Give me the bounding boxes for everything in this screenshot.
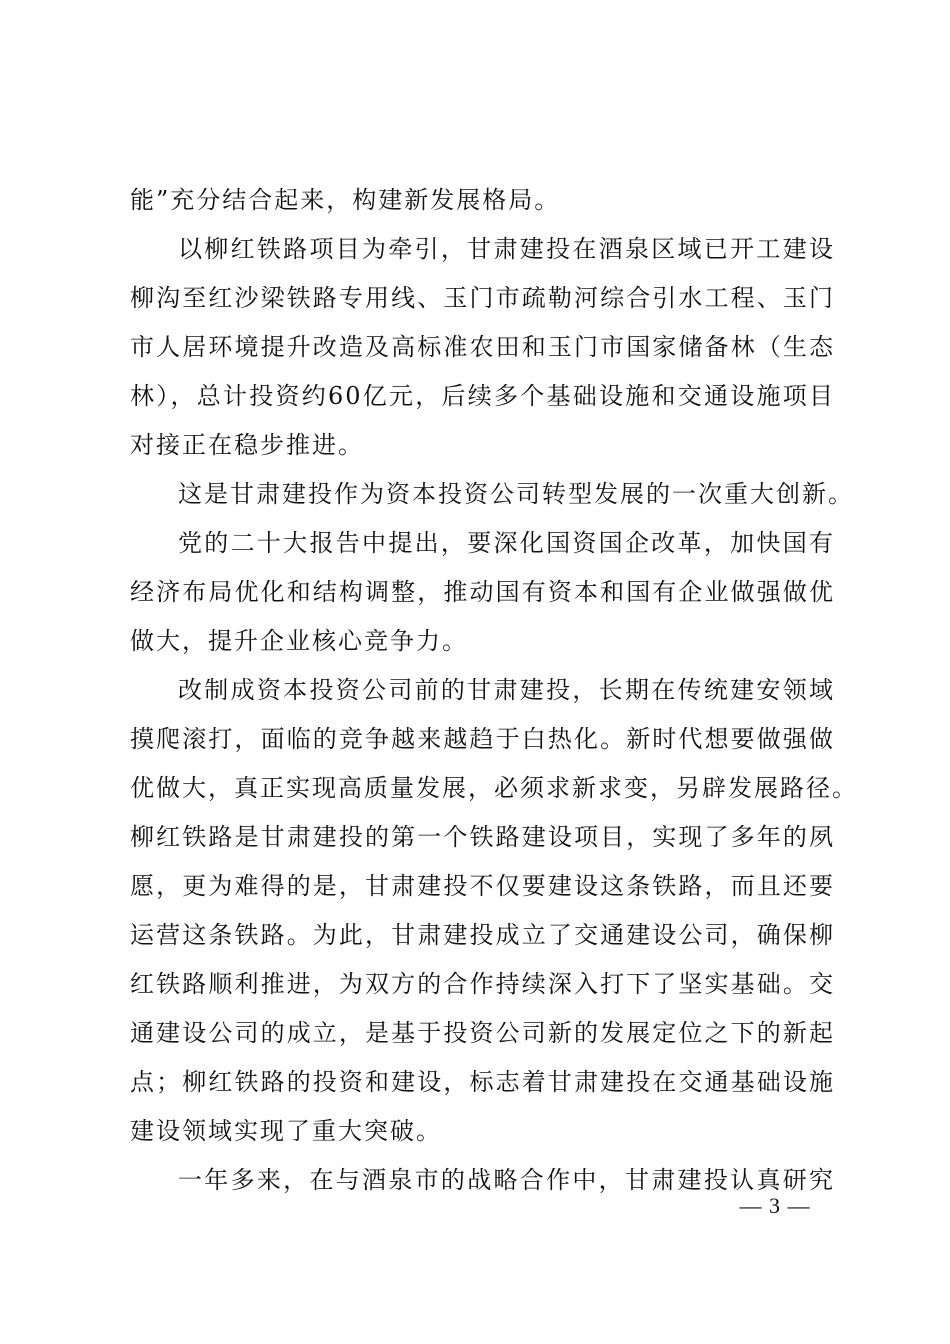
paragraph-line: 柳红铁路是甘肃建投的第一个铁路建设项目，实现了多年的夙 — [130, 823, 835, 851]
paragraph-line: 能”充分结合起来，构建新发展格局。 — [130, 186, 561, 214]
paragraph-line: 林），总计投资约60亿元，后续多个基础设施和交通设施项目 — [130, 382, 835, 410]
paragraph-line: 摸爬滚打，面临的竞争越来越趋于白热化。新时代想要做强做 — [130, 725, 835, 753]
paragraph-line: 市人居环境提升改造及高标准农田和玉门市国家储备林（生态 — [130, 333, 835, 361]
paragraph-line: 柳沟至红沙梁铁路专用线、玉门市疏勒河综合引水工程、玉门 — [130, 284, 835, 312]
paragraph-line: 党的二十大报告中提出，要深化国资国企改革，加快国有 — [178, 529, 835, 557]
paragraph-line: 通建设公司的成立，是基于投资公司新的发展定位之下的新起 — [130, 1019, 835, 1047]
paragraph-line: 一年多来，在与酒泉市的战略合作中，甘肃建投认真研究 — [178, 1166, 835, 1194]
paragraph-line: 做大，提升企业核心竞争力。 — [130, 627, 468, 655]
page-number: — 3 — — [739, 1193, 811, 1218]
paragraph-line: 优做大，真正实现高质量发展，必须求新求变，另辟发展路径。 — [130, 774, 858, 802]
paragraph-line: 建设领域实现了重大突破。 — [130, 1117, 442, 1145]
paragraph-line: 改制成资本投资公司前的甘肃建投，长期在传统建安领域 — [178, 676, 835, 704]
paragraph-line: 对接正在稳步推进。 — [130, 431, 364, 459]
paragraph-line: 运营这条铁路。为此，甘肃建投成立了交通建设公司，确保柳 — [130, 921, 835, 949]
paragraph-line: 经济布局优化和结构调整，推动国有资本和国有企业做强做优 — [130, 578, 835, 606]
paragraph-line: 这是甘肃建投作为资本投资公司转型发展的一次重大创新。 — [178, 480, 854, 508]
paragraph-line: 红铁路顺利推进，为双方的合作持续深入打下了坚实基础。交 — [130, 970, 835, 998]
paragraph-line: 愿，更为难得的是，甘肃建投不仅要建设这条铁路，而且还要 — [130, 872, 835, 900]
paragraph-line: 以柳红铁路项目为牵引，甘肃建投在酒泉区域已开工建设 — [178, 235, 835, 263]
paragraph-line: 点；柳红铁路的投资和建设，标志着甘肃建投在交通基础设施 — [130, 1068, 835, 1096]
